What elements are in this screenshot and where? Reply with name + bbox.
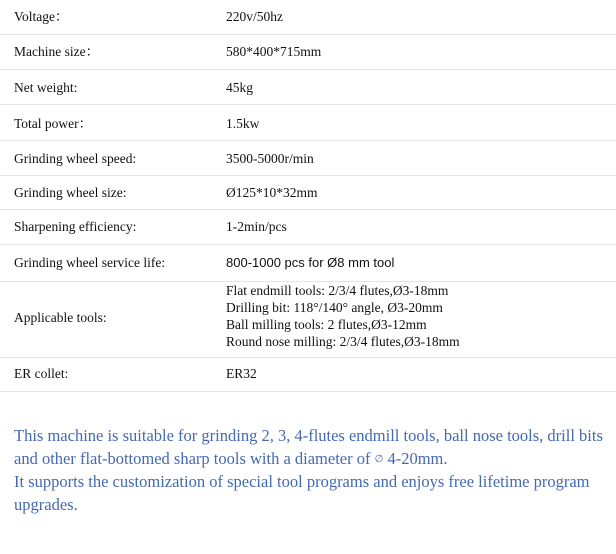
spec-row-wheel-size [0, 175, 616, 210]
spec-row-voltage [0, 0, 616, 35]
spec-value: 800-1000 pcs for Ø8 mm tool [226, 255, 395, 270]
spec-label: Applicable tools: [14, 310, 107, 325]
spec-label: Sharpening efficiency: [14, 219, 137, 234]
spec-value: ER32 [226, 366, 257, 381]
spec-label: Grinding wheel size: [14, 185, 127, 200]
diameter-symbol: ∅ [374, 453, 384, 465]
tool-line: Round nose milling: 2/3/4 flutes,Ø3-18mm [226, 334, 460, 349]
spec-row-wheel-speed [0, 140, 616, 176]
description [14, 425, 612, 516]
spec-row-applicable-tools [0, 281, 616, 358]
spec-value: 580*400*715mm [226, 44, 322, 59]
spec-label: Grinding wheel speed: [14, 151, 137, 166]
spec-value: 220v/50hz [226, 9, 283, 24]
spec-value: 45kg [226, 80, 253, 95]
spec-label: Voltage： [14, 9, 69, 24]
spec-label: Grinding wheel service life: [14, 255, 166, 270]
spec-row-efficiency [0, 209, 616, 245]
spec-label: Total power： [14, 116, 93, 131]
spec-row-total-power [0, 104, 616, 141]
spec-value: 1-2min/pcs [226, 219, 287, 234]
spec-value: Ø125*10*32mm [226, 185, 318, 200]
spec-row-machine-size [0, 34, 616, 70]
spec-row-er-collet [0, 357, 616, 392]
tool-line: Ball milling tools: 2 flutes,Ø3-12mm [226, 317, 427, 332]
spec-row-net-weight [0, 69, 616, 105]
tool-line: Flat endmill tools: 2/3/4 flutes,Ø3-18mm [226, 283, 449, 298]
description-paragraph: It supports the customization of special tool programs and enjoys free lifetime program upgrades. [14, 472, 590, 514]
spec-label: ER collet: [14, 366, 69, 381]
spec-value: 1.5kw [226, 116, 260, 131]
description-paragraph: This machine is suitable for grinding 2, 3, 4-flutes endmill tools, ball nose tools, drill bits and other flat-bottomed sharp tools with a diameter of ∅ 4-20mm. [14, 426, 603, 468]
spec-row-service-life [0, 244, 616, 282]
spec-value: 3500-5000r/min [226, 151, 314, 166]
spec-value-list [226, 282, 460, 350]
spec-label: Machine size： [14, 44, 100, 59]
tool-line: Drilling bit: 118°/140° angle, Ø3-20mm [226, 300, 443, 315]
spec-label: Net weight: [14, 80, 78, 95]
